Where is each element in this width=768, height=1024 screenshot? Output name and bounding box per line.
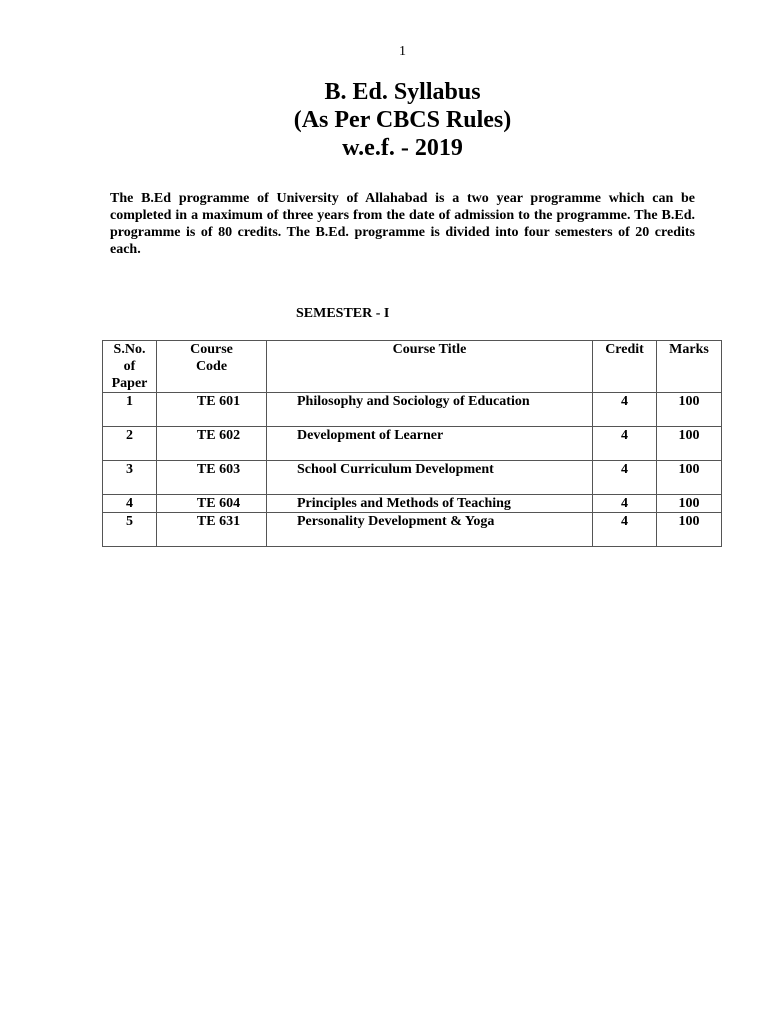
title-line-1: B. Ed. Syllabus bbox=[324, 79, 481, 105]
cell-title: Personality Development & Yoga bbox=[267, 513, 593, 547]
cell-credit: 4 bbox=[593, 495, 657, 513]
table-row bbox=[103, 393, 722, 427]
cell-credit: 4 bbox=[593, 461, 657, 495]
course-table bbox=[102, 340, 722, 547]
table-row bbox=[103, 513, 722, 547]
header-code-label: Course Code bbox=[190, 342, 233, 374]
cell-code: TE 631 bbox=[157, 513, 267, 547]
cell-credit: 4 bbox=[593, 393, 657, 427]
cell-code: TE 604 bbox=[157, 495, 267, 513]
cell-title: Development of Learner bbox=[267, 427, 593, 461]
cell-sno: 5 bbox=[103, 513, 157, 547]
cell-code: TE 601 bbox=[157, 393, 267, 427]
table-row bbox=[103, 495, 722, 513]
cell-sno: 2 bbox=[103, 427, 157, 461]
document-title bbox=[0, 78, 768, 162]
table-header-row bbox=[103, 341, 722, 393]
cell-title: Principles and Methods of Teaching bbox=[267, 495, 593, 513]
cell-marks: 100 bbox=[657, 427, 722, 461]
cell-sno: 3 bbox=[103, 461, 157, 495]
header-sno-label: S.No. of Paper bbox=[111, 342, 148, 391]
cell-marks: 100 bbox=[657, 495, 722, 513]
cell-sno: 4 bbox=[103, 495, 157, 513]
header-sno bbox=[103, 341, 157, 393]
cell-title: School Curriculum Development bbox=[267, 461, 593, 495]
cell-code: TE 602 bbox=[157, 427, 267, 461]
cell-code: TE 603 bbox=[157, 461, 267, 495]
cell-marks: 100 bbox=[657, 513, 722, 547]
cell-sno: 1 bbox=[103, 393, 157, 427]
page-number: 1 bbox=[399, 44, 406, 59]
cell-credit: 4 bbox=[593, 513, 657, 547]
cell-title: Philosophy and Sociology of Education bbox=[267, 393, 593, 427]
header-credit: Credit bbox=[593, 341, 657, 393]
title-line-2: (As Per CBCS Rules) bbox=[293, 107, 512, 133]
header-marks: Marks bbox=[657, 341, 722, 393]
title-line-3: w.e.f. - 2019 bbox=[342, 135, 463, 161]
semester-heading: SEMESTER - I bbox=[296, 306, 390, 321]
cell-marks: 100 bbox=[657, 393, 722, 427]
cell-marks: 100 bbox=[657, 461, 722, 495]
table-row bbox=[103, 461, 722, 495]
header-title: Course Title bbox=[267, 341, 593, 393]
table-row bbox=[103, 427, 722, 461]
header-code bbox=[157, 341, 267, 393]
cell-credit: 4 bbox=[593, 427, 657, 461]
intro-paragraph: The B.Ed programme of University of Allahabad is a two year programme which can be completed in a maximum of three years from the date of admission to the programme. The B.Ed. programme is of 80 credits. The B.Ed. programme is divided into four semesters of 20 credits each. bbox=[110, 191, 695, 257]
